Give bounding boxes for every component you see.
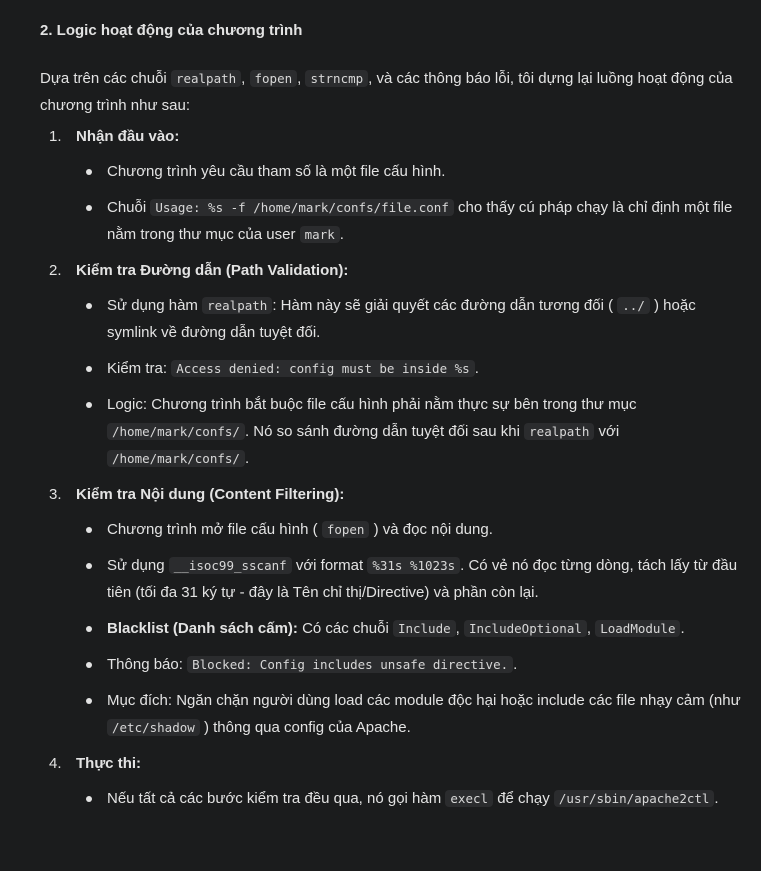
inline-code: Include <box>393 620 456 637</box>
inline-code: realpath <box>524 423 594 440</box>
bullet-item <box>76 158 741 185</box>
inline-code: execl <box>445 790 493 807</box>
bullet-text: . Nó so sánh đường dẫn tuyệt đối sau khi <box>244 423 525 440</box>
step-number: 1. <box>49 128 62 145</box>
step-title: Thực thi: <box>76 755 142 772</box>
bullet-text: , <box>586 620 596 637</box>
step-bullets <box>76 516 741 741</box>
bullet-dot-icon <box>86 662 92 668</box>
inline-code: Blocked: Config includes unsafe directive. <box>187 656 513 673</box>
bullet-text: Sử dụng <box>107 557 169 574</box>
inline-code: mark <box>300 226 340 243</box>
bullet-text: Kiểm tra: <box>107 360 172 377</box>
step-item <box>40 481 741 741</box>
bullet-dot-icon <box>86 205 92 211</box>
inline-code: /etc/shadow <box>107 719 200 736</box>
bullet-text: để chạy <box>493 790 554 807</box>
bullet-item <box>76 615 741 642</box>
inline-code: LoadModule <box>595 620 680 637</box>
step-item <box>40 257 741 472</box>
bullet-item <box>76 552 741 606</box>
inline-code: /usr/sbin/apache2ctl <box>554 790 715 807</box>
bullet-text: Sử dụng hàm <box>107 297 203 314</box>
inline-code: ../ <box>617 297 650 314</box>
step-number: 2. <box>49 262 62 279</box>
bullet-text: . <box>339 226 344 243</box>
bullet-text: Thông báo: <box>107 656 188 673</box>
step-item <box>40 750 741 812</box>
bullet-dot-icon <box>86 563 92 569</box>
bullet-item <box>76 516 741 543</box>
bullet-text: Chương trình yêu cầu tham số là một file cấu hình. <box>107 163 446 180</box>
bullet-item <box>76 687 741 741</box>
inline-code: %31s %1023s <box>367 557 460 574</box>
step-number: 3. <box>49 486 62 503</box>
bullet-item <box>76 194 741 248</box>
step-bullets <box>76 292 741 472</box>
bullet-strong: Blacklist (Danh sách cấm): <box>107 620 298 637</box>
bullet-text: Chương trình mở file cấu hình ( <box>107 521 322 538</box>
inline-code: __isoc99_sscanf <box>169 557 292 574</box>
bullet-dot-icon <box>86 169 92 175</box>
step-title: Kiểm tra Đường dẫn (Path Validation): <box>76 262 349 279</box>
bullet-dot-icon <box>86 303 92 309</box>
bullet-text: . <box>513 656 518 673</box>
bullet-item <box>76 355 741 382</box>
inline-code: /home/mark/confs/ <box>107 450 245 467</box>
bullet-text: . <box>474 360 479 377</box>
bullet-item <box>76 785 741 812</box>
bullet-text: , <box>455 620 464 637</box>
bullet-text: . Có vẻ nó đọc từng dòng, tách lấy từ đầu tiên (tối đa 31 ký tự - đây là Tên chỉ thị/Directive) và phần còn lại. <box>107 557 738 601</box>
bullet-item <box>76 292 741 346</box>
bullet-text: ) và đọc nội dung. <box>369 521 493 538</box>
bullet-text: . <box>714 790 719 807</box>
inline-code: fopen <box>322 521 370 538</box>
bullet-text: . <box>244 450 250 467</box>
section-heading: 2. Logic hoạt động của chương trình <box>40 22 303 39</box>
bullet-text: Logic: Chương trình bắt buộc file cấu hình phải nằm thực sự bên trong thư mục <box>107 396 637 413</box>
step-item <box>40 123 741 248</box>
bullet-text: ) hoặc symlink về đường dẫn tuyệt đối. <box>107 297 696 341</box>
bullet-text: Có các chuỗi <box>297 620 393 637</box>
inline-code: IncludeOptional <box>464 620 587 637</box>
inline-code: realpath <box>171 70 241 87</box>
inline-code: strncmp <box>305 70 368 87</box>
inline-code: Access denied: config must be inside %s <box>171 360 475 377</box>
intro-text: Dựa trên các chuỗi <box>40 70 171 87</box>
inline-code: Usage: %s -f /home/mark/confs/file.conf <box>150 199 454 216</box>
inline-code: realpath <box>202 297 272 314</box>
bullet-dot-icon <box>86 796 92 802</box>
intro-paragraph <box>40 65 741 119</box>
bullet-item <box>76 651 741 678</box>
step-number: 4. <box>49 755 62 772</box>
bullet-text: . <box>680 620 685 637</box>
step-bullets <box>76 785 741 812</box>
bullet-text: Nếu tất cả các bước kiểm tra đều qua, nó gọi hàm <box>107 790 446 807</box>
intro-text: , <box>241 70 250 87</box>
step-title: Kiểm tra Nội dung (Content Filtering): <box>76 486 345 503</box>
bullet-dot-icon <box>86 626 92 632</box>
bullet-text: Mục đích: Ngăn chặn người dùng load các module độc hại hoặc include các file nhạy cảm (như <box>107 692 741 709</box>
inline-code: fopen <box>250 70 298 87</box>
inline-code: /home/mark/confs/ <box>107 423 245 440</box>
bullet-text: cho thấy cú pháp chạy là chỉ định một file nằm trong thư mục của user <box>107 199 733 243</box>
bullet-text: với <box>594 423 620 440</box>
steps-list <box>40 123 741 812</box>
bullet-text: Chuỗi <box>107 199 151 216</box>
bullet-dot-icon <box>86 698 92 704</box>
bullet-item <box>76 391 741 472</box>
intro-text: , và các thông báo lỗi, tôi dựng lại luồng hoạt động của chương trình như sau: <box>40 70 733 114</box>
step-title: Nhận đầu vào: <box>76 128 180 145</box>
bullet-text: với format <box>291 557 368 574</box>
bullet-text: ) thông qua config của Apache. <box>199 719 411 736</box>
bullet-dot-icon <box>86 527 92 533</box>
bullet-text: : Hàm này sẽ giải quyết các đường dẫn tương đối ( <box>272 297 618 314</box>
step-bullets <box>76 158 741 248</box>
bullet-dot-icon <box>86 402 92 408</box>
bullet-dot-icon <box>86 366 92 372</box>
intro-text: , <box>297 70 306 87</box>
